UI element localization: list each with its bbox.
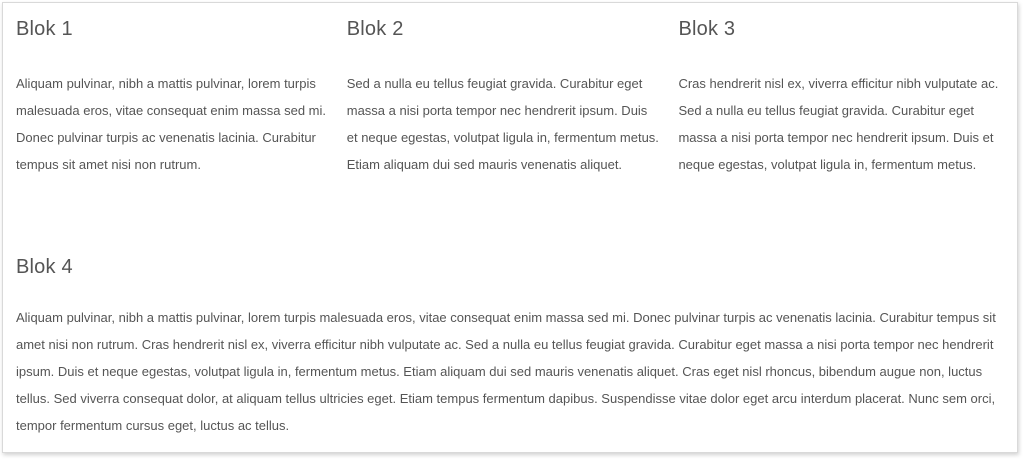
block-4: [16, 253, 1004, 439]
blocks-row: [16, 15, 1004, 178]
block-1-text: Aliquam pulvinar, nibh a mattis pulvinar, lorem turpis malesuada eros, vitae consequat enim massa sed mi. Donec pulvinar turpis ac venenatis lacinia. Curabitur tempus sit amet nisi non rutrum.: [16, 76, 326, 172]
content-panel: [2, 2, 1018, 453]
block-2-title: Blok 2: [346, 18, 404, 40]
block-4-text: Aliquam pulvinar, nibh a mattis pulvinar, lorem turpis malesuada eros, vitae consequat enim massa sed mi. Donec pulvinar turpis ac venenatis lacinia. Curabitur tempus sit amet nisi non rutrum. Cras hendrerit nisl ex, viverra efficitur nibh vulputate ac. Sed a nulla eu tellus feugiat gravida. Curabitur eget massa a nisi porta tempor nec hendrerit ipsum. Duis et neque egestas, volutpat ligula in, fermentum metus. Etiam aliquam dui sed mauris venenatis aliquet. Cras eget nisl rhoncus, bibendum augue non, luctus tellus. Sed viverra consequat dolor, at aliquam tellus ultricies eget. Etiam tempus fermentum dapibus. Suspendisse vitae dolor eget arcu interdum placerat. Nunc sem orci, tempor fermentum cursus eget, luctus ac tellus.: [16, 310, 996, 433]
block-1: [16, 15, 347, 178]
block-4-title: Blok 4: [16, 256, 73, 278]
block-2-text: Sed a nulla eu tellus feugiat gravida. Curabitur eget massa a nisi porta tempor nec hendrerit ipsum. Duis et neque egestas, volutpat ligula in, fermentum metus. Etiam aliquam dui sed mauris venenatis aliquet.: [346, 76, 659, 172]
block-1-title: Blok 1: [16, 18, 73, 40]
block-3: [678, 15, 1004, 178]
block-2: [347, 15, 679, 178]
block-3-text: Cras hendrerit nisl ex, viverra efficitur nibh vulputate ac. Sed a nulla eu tellus feugiat gravida. Curabitur eget massa a nisi porta tempor nec hendrerit ipsum. Duis et neque egestas, volutpat ligula in, fermentum metus.: [678, 76, 999, 172]
block-3-title: Blok 3: [678, 18, 736, 40]
